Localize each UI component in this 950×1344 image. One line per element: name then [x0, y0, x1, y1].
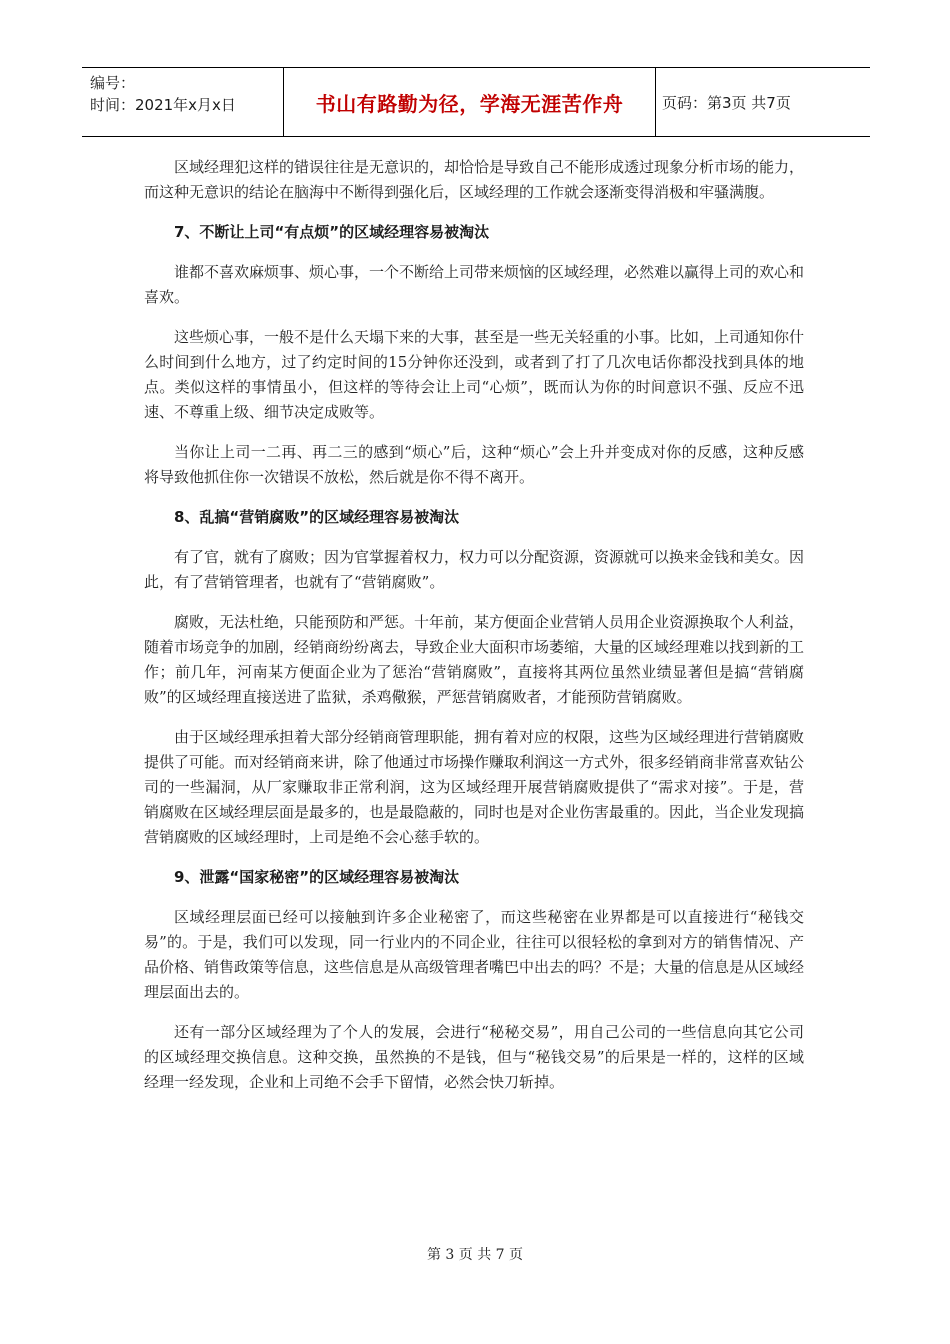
section-heading-7: 7、不断让上司“有点烦”的区域经理容易被淘汰	[174, 223, 490, 241]
document-date: 时间：2021年x月x日	[90, 96, 236, 114]
header-page-info: 页码：第3页 共7页	[662, 93, 791, 112]
paragraph: 这些烦心事，一般不是什么天塌下来的大事，甚至是一些无关轻重的小事。比如，上司通知你什么时间到什么地方，过了约定时间的15分钟你还没到，或者到了打了几次电话你都没找到具体的地点。类似这样的事情虽小，但这样的等待会让上司“心烦”，既而认为你的时间意识不强、反应不迅速、不尊重上级、细节决定成败等。	[144, 328, 805, 421]
paragraph: 有了官，就有了腐败；因为官掌握着权力，权力可以分配资源，资源就可以换来金钱和美女。因此，有了营销管理者，也就有了“营销腐败”。	[144, 548, 805, 591]
document-number-label: 编号：	[90, 74, 136, 92]
header-motto: 书山有路勤为径，学海无涯苦作舟	[284, 68, 656, 136]
header-meta	[82, 68, 284, 136]
paragraph: 谁都不喜欢麻烦事、烦心事，一个不断给上司带来烦恼的区域经理，必然难以赢得上司的欢心和喜欢。	[144, 263, 805, 306]
paragraph: 区域经理犯这样的错误往往是无意识的，却恰恰是导致自己不能形成透过现象分析市场的能力，而这种无意识的结论在脑海中不断得到强化后，区域经理的工作就会逐渐变得消极和牢骚满腹。	[144, 158, 805, 201]
paragraph: 当你让上司一二再、再二三的感到“烦心”后，这种“烦心”会上升并变成对你的反感，这种反感将导致他抓住你一次错误不放松，然后就是你不得不离开。	[144, 443, 804, 486]
page-header	[82, 67, 870, 137]
paragraph: 由于区域经理承担着大部分经销商管理职能，拥有着对应的权限，这些为区域经理进行营销腐败提供了可能。而对经销商来讲，除了他通过市场操作赚取利润这一方式外，很多经销商非常喜欢钻公司的一些漏洞，从厂家赚取非正常利润，这为区域经理开展营销腐败提供了“需求对接”。于是，营销腐败在区域经理层面是最多的，也是最隐蔽的，同时也是对企业伤害最重的。因此，当企业发现搞营销腐败的区域经理时，上司是绝不会心慈手软的。	[144, 728, 805, 846]
document-body	[144, 155, 804, 1110]
paragraph: 腐败，无法杜绝，只能预防和严惩。十年前，某方便面企业营销人员用企业资源换取个人利益，随着市场竞争的加剧，经销商纷纷离去，导致企业大面积市场萎缩，大量的区域经理难以找到新的工作；前几年，河南某方便面企业为了惩治“营销腐败”，直接将其两位虽然业绩显著但是搞“营销腐败”的区域经理直接送进了监狱，杀鸡儆猴，严惩营销腐败者，才能预防营销腐败。	[144, 613, 805, 706]
paragraph: 还有一部分区域经理为了个人的发展，会进行“秘秘交易”，用自己公司的一些信息向其它公司的区域经理交换信息。这种交换，虽然换的不是钱，但与“秘钱交易”的后果是一样的，这样的区域经理一经发现，企业和上司绝不会手下留情，必然会快刀斩掉。	[144, 1023, 804, 1091]
section-heading-8: 8、乱搞“营销腐败”的区域经理容易被淘汰	[174, 508, 460, 526]
paragraph: 区域经理层面已经可以接触到许多企业秘密了，而这些秘密在业界都是可以直接进行“秘钱交易”的。于是，我们可以发现，同一行业内的不同企业，往往可以很轻松的拿到对方的销售情况、产品价格、销售政策等信息，这些信息是从高级管理者嘴巴中出去的吗？不是；大量的信息是从区域经理层面出去的。	[144, 908, 805, 1001]
section-heading-9: 9、泄露“国家秘密”的区域经理容易被淘汰	[174, 868, 460, 886]
page-footer: 第 3 页 共 7 页	[426, 1247, 524, 1263]
